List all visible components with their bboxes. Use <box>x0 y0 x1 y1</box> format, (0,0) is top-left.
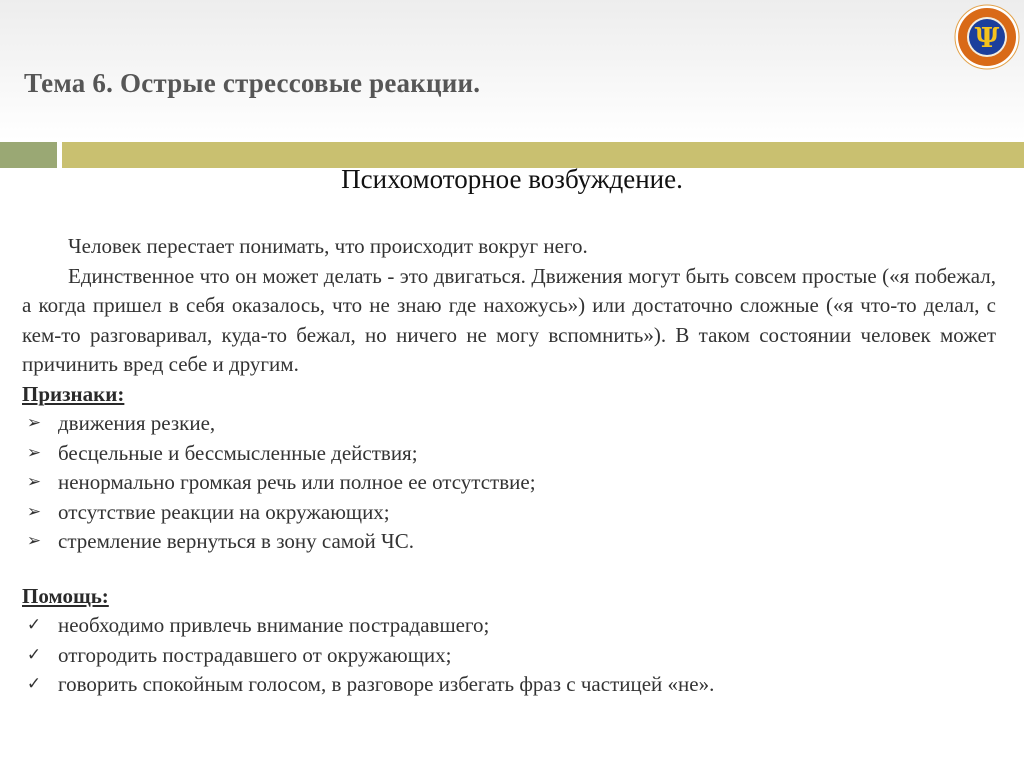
list-item-text: стремление вернуться в зону самой ЧС. <box>58 529 414 553</box>
list-item-text: отгородить пострадавшего от окружающих; <box>58 642 452 667</box>
intro-paragraph: Человек перестает понимать, что происходит вокруг него. <box>68 234 588 258</box>
signs-heading: Признаки: <box>22 381 125 406</box>
list-item-text: отсутствие реакции на окружающих; <box>58 499 390 524</box>
description-paragraph: Единственное что он может делать - это двигаться. Движения могут быть совсем простые («я побежал, а когда пришел в себя оказалось, что не знаю где нахожусь») или достаточно сложные («я что-то делал, с кем-то разговаривал, куда-то бежал, но ничего не могу вспомнить»). В таком состоянии человек может причинить вред себе и другим. <box>22 263 996 376</box>
help-heading: Помощь: <box>22 583 109 608</box>
list-item <box>22 670 996 700</box>
list-item-text: говорить спокойным голосом, в разговоре избегать фраз с частицей «не». <box>58 672 715 696</box>
checkmark-bullet-icon: ✓ <box>26 615 42 635</box>
list-item-text: бесцельные и бессмысленные действия; <box>58 440 418 465</box>
slide-title: Тема 6. Острые стрессовые реакции. <box>24 68 481 98</box>
spacer <box>22 557 996 582</box>
list-item-text: ненормально громкая речь или полное ее отсутствие; <box>58 470 536 494</box>
checkmark-bullet-icon: ✓ <box>26 644 42 665</box>
arrow-bullet-icon: ➢ <box>26 472 42 492</box>
psychology-emblem-icon <box>954 4 1020 70</box>
arrow-bullet-icon: ➢ <box>26 413 42 433</box>
list-item <box>22 611 996 641</box>
signs-list <box>22 409 996 557</box>
list-item <box>22 498 996 528</box>
checkmark-bullet-icon: ✓ <box>26 674 42 694</box>
help-list <box>22 611 996 700</box>
list-item-text: движения резкие, <box>58 411 216 435</box>
list-item <box>22 439 996 469</box>
list-item-text: необходимо привлечь внимание пострадавшего; <box>58 613 490 637</box>
psi-symbol: Ψ <box>974 23 1000 54</box>
slide-body <box>22 232 996 700</box>
list-item <box>22 409 996 439</box>
arrow-bullet-icon: ➢ <box>26 531 42 551</box>
list-item <box>22 527 996 557</box>
arrow-bullet-icon: ➢ <box>26 442 42 463</box>
section-subtitle: Психомоторное возбуждение. <box>341 164 683 194</box>
arrow-bullet-icon: ➢ <box>26 501 42 522</box>
list-item <box>22 468 996 498</box>
list-item <box>22 641 996 671</box>
